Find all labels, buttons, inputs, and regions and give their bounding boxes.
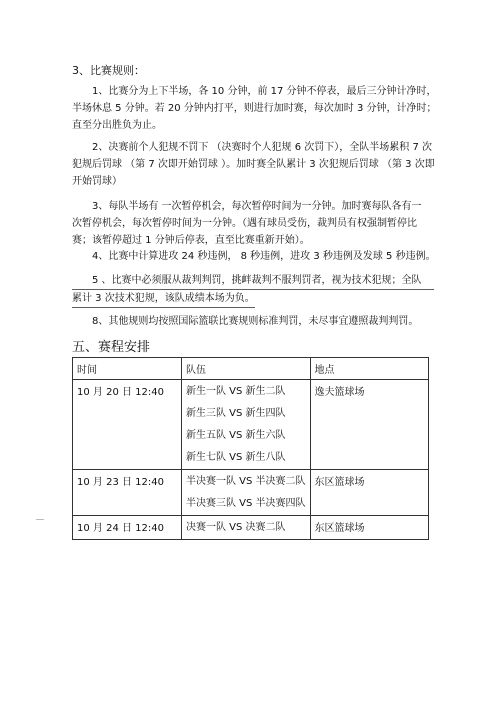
row-time: 10 月 20 日 12:40 (73, 380, 182, 470)
row-location: 逸夫篮球场 (310, 380, 428, 470)
rule-3-line-3: 赛；该暂停超过 1 分钟后停表，直至比赛重新开始）。 (72, 235, 310, 246)
rule-1-line-2: 半场休息 5 分钟。若 20 分钟内打平，则进行加时赛，每次加时 3 分钟，计净时； (72, 103, 437, 114)
match-item: 新生七队 VS 新生八队 (186, 452, 286, 463)
schedule-title: 五、赛程安排 (72, 340, 151, 355)
rule-3-line-2: 次暂停机会，每次暂停时间为一分钟。（遇有球员受伤，裁判员有权强制暂停比 (72, 218, 417, 229)
table-row (73, 470, 429, 516)
row-matches (182, 380, 311, 470)
rule-3 (72, 198, 434, 249)
match-item: 新生五队 VS 新生六队 (186, 430, 286, 441)
row-time: 10 月 23 日 12:40 (73, 470, 182, 516)
row-location: 东区篮球场 (310, 470, 428, 516)
rule-8-line-1: 8、其他规则均按照国际篮联比赛规则标准判罚，未尽事宜遵照裁判判罚。 (92, 316, 419, 327)
rule-1-line-1: 1、比赛分为上下半场，各 10 分钟，前 17 分钟不停表，最后三分钟计净时， (92, 86, 437, 97)
rule-4-line-1: 4、比赛中计算进攻 24 秒违例， 8 秒违例，进攻 3 秒违例及发球 5 秒违例。 (92, 251, 436, 262)
match-item: 半决赛三队 VS 半决赛四队 (186, 498, 306, 509)
match-item: 半决赛一队 VS 半决赛二队 (186, 476, 306, 487)
rule-3-line-1: 3、每队半场有 一次暂停机会，每次暂停时间为一分钟。加时赛每队各有一 (92, 201, 422, 212)
row-location: 东区篮球场 (310, 516, 428, 540)
schedule-table (72, 357, 429, 540)
margin-mark (36, 519, 44, 520)
rule-8 (72, 313, 434, 330)
header-teams: 队伍 (182, 358, 311, 380)
table-row (73, 516, 429, 540)
rules-heading: 3、比赛规则： (72, 64, 145, 77)
row-matches (182, 470, 311, 516)
table-header-row (73, 358, 429, 380)
rule-2-line-3: 开始罚球） (72, 176, 122, 187)
rule-1-line-3: 直至分出胜负为止。 (72, 120, 162, 131)
header-location: 地点 (310, 358, 428, 380)
rule-2-line-1: 2、决赛前个人犯规不罚下 （决赛时个人犯规 6 次罚下），全队半场累积 7 次 (92, 142, 432, 153)
match-item: 决赛一队 VS 决赛二队 (186, 522, 286, 533)
match-item: 新生一队 VS 新生二队 (186, 386, 286, 397)
rule-2 (72, 139, 434, 190)
match-item: 新生三队 VS 新生四队 (186, 408, 286, 419)
table-row (73, 380, 429, 470)
row-matches (182, 516, 311, 540)
rule-2-line-2: 犯规后罚球 （第 7 次即开始罚球 ）。加时赛全队累计 3 次犯规后罚球 （第 3 次即 (72, 159, 435, 170)
row-time: 10 月 24 日 12:40 (73, 516, 182, 540)
header-time: 时间 (73, 358, 182, 380)
rule-1 (72, 83, 437, 134)
rule-4 (72, 248, 434, 265)
rule-5-line-1: 5 、比赛中必须服从裁判判罚，挑衅裁判不服判罚者，视为技术犯规；全队 (72, 272, 434, 290)
rule-5 (72, 272, 434, 308)
rule-5-line-2: 累计 3 次技术犯规，该队成绩本场为负。 (72, 290, 255, 308)
